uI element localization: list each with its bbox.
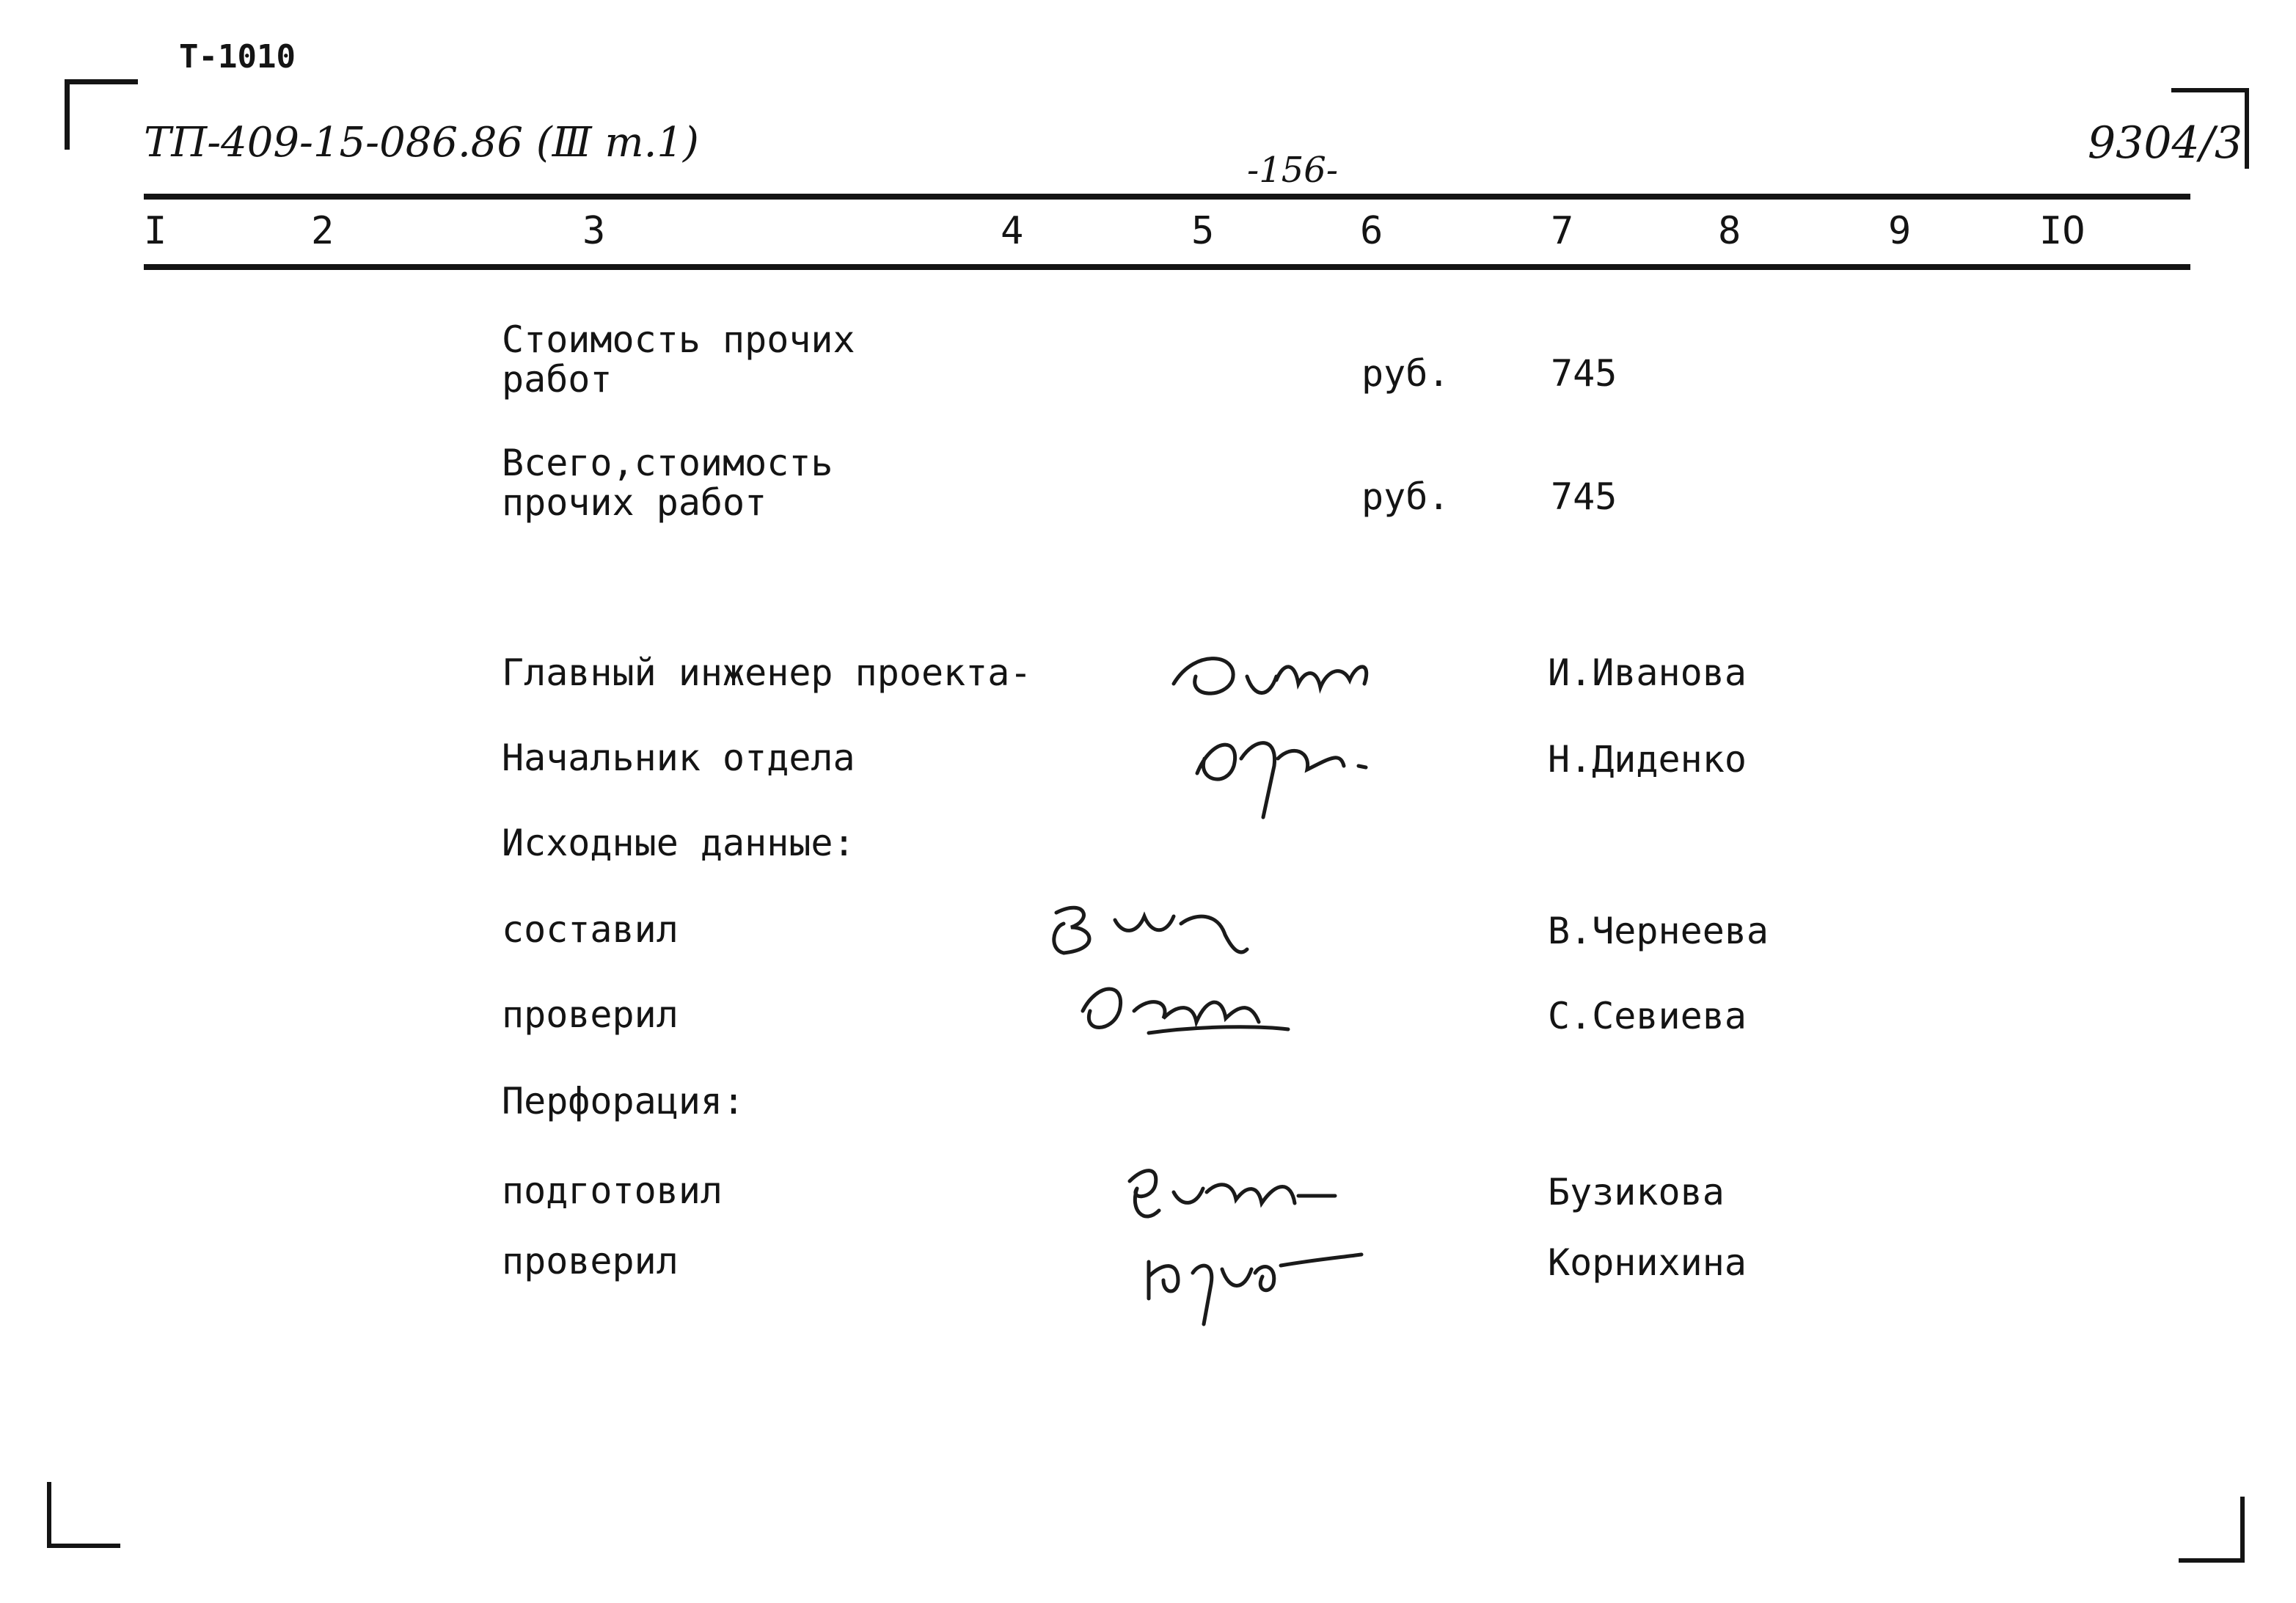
corner-mark-top-right-h <box>2171 88 2249 92</box>
checked2-name: Корнихина <box>1548 1241 1747 1284</box>
prepared-role: подготовил <box>502 1169 723 1212</box>
chief-engineer-role: Главный инженер проекта- <box>502 651 1032 694</box>
cost-row-2-value: 745 <box>1551 475 1617 518</box>
page-number: -156- <box>1247 150 1339 191</box>
compiled-signature <box>1042 883 1262 974</box>
checked2-role: проверил <box>502 1240 679 1282</box>
corner-mark-bottom-right-v <box>2240 1497 2245 1563</box>
corner-mark-bottom-left-v <box>47 1482 51 1548</box>
cost-row-1-unit: руб. <box>1361 352 1450 395</box>
checked-role: проверил <box>502 993 679 1036</box>
checked-signature <box>1068 967 1303 1051</box>
column-number-8: 8 <box>1718 209 1741 253</box>
checked-name: С.Севиева <box>1548 995 1747 1037</box>
column-number-2: 2 <box>311 209 334 253</box>
corner-mark-bottom-left-h <box>47 1544 120 1548</box>
column-number-3: 3 <box>582 209 606 253</box>
column-number-4: 4 <box>1001 209 1024 253</box>
cost-row-2-unit: руб. <box>1361 475 1450 518</box>
head-department-signature <box>1182 707 1373 828</box>
project-code: ТП-409-15-086.86 (Ⅲ т.1) <box>144 119 699 167</box>
corner-mark-bottom-right-h <box>2179 1558 2245 1563</box>
prepared-name: Бузикова <box>1548 1171 1725 1213</box>
cost-row-2-label-line1: Всего,стоимость <box>502 442 833 484</box>
column-number-7: 7 <box>1551 209 1574 253</box>
column-number-9: 9 <box>1888 209 1912 253</box>
head-department-name: Н.Диденко <box>1548 738 1747 781</box>
cost-row-2-label-line2: прочих работ <box>502 481 767 524</box>
corner-mark-top-left-h <box>65 79 138 84</box>
cost-row-1-label-line1: Стоимость прочих <box>502 318 855 361</box>
compiled-role: составил <box>502 908 679 951</box>
head-department-role: Начальник отдела <box>502 737 855 779</box>
chief-engineer-name: И.Иванова <box>1548 651 1747 694</box>
source-data-heading: Исходные данные: <box>502 822 855 864</box>
checked2-signature <box>1134 1233 1369 1331</box>
form-code: Т-1010 <box>179 38 296 76</box>
column-number-5: 5 <box>1191 209 1215 253</box>
header-rule-bottom <box>144 264 2190 270</box>
compiled-name: В.Чернеева <box>1548 910 1769 952</box>
cost-row-1-value: 745 <box>1551 352 1617 395</box>
cost-row-1-label-line2: работ <box>502 358 613 401</box>
column-number-6: 6 <box>1360 209 1383 253</box>
cost-row-2-label <box>502 443 833 522</box>
corner-mark-top-right-v <box>2245 88 2249 169</box>
header-rule-top <box>144 194 2190 200</box>
perforation-heading: Перфорация: <box>502 1080 745 1122</box>
prepared-signature <box>1115 1152 1350 1243</box>
corner-mark-top-left-v <box>65 79 70 150</box>
column-number-1: I <box>144 209 167 253</box>
sheet-code: 9304/3 <box>2088 117 2243 169</box>
cost-row-1-label <box>502 320 855 399</box>
column-number-10: IO <box>2039 209 2085 253</box>
